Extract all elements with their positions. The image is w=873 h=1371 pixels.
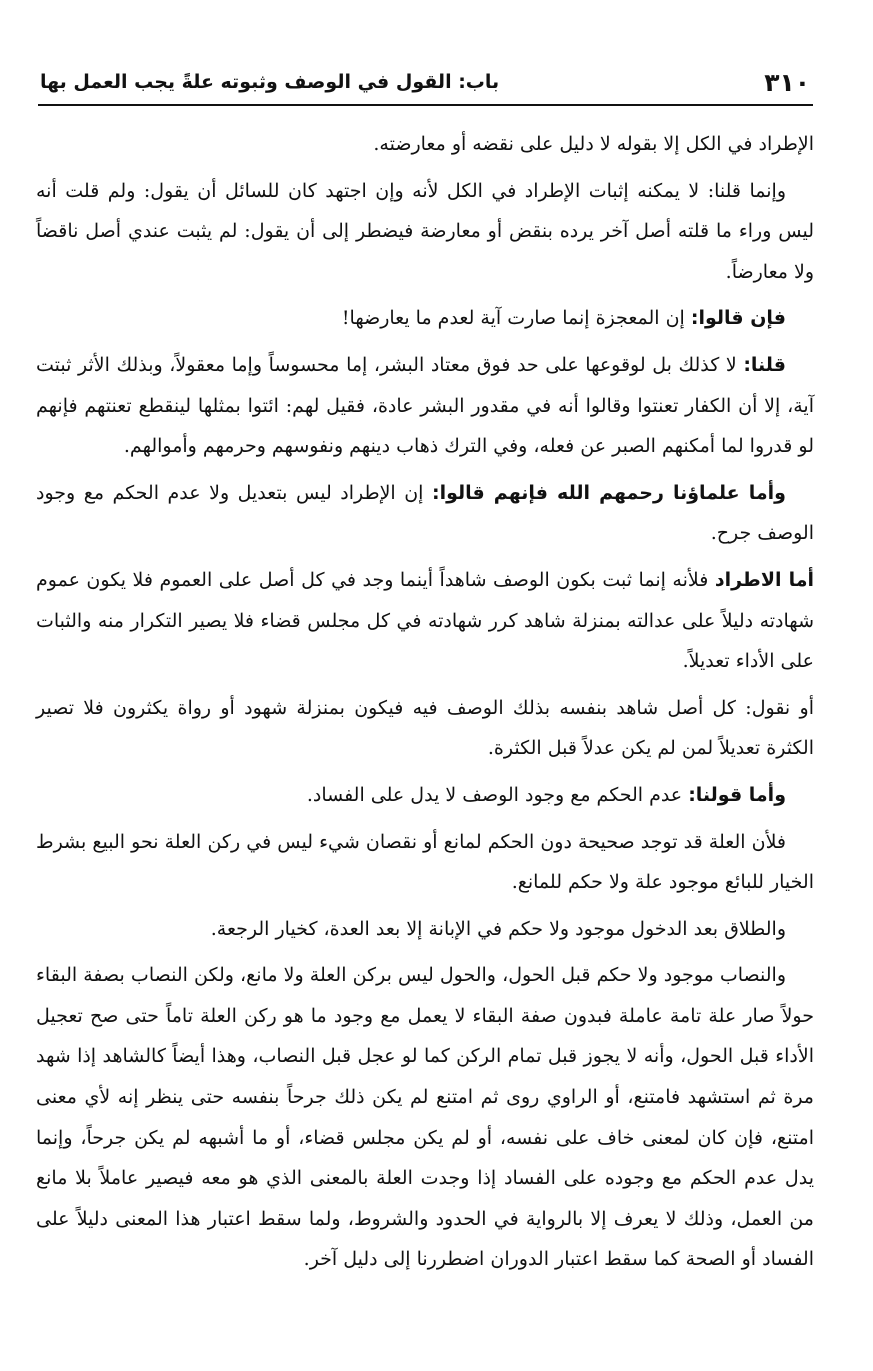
paragraph-text: الإطراد في الكل إلا بقوله لا دليل على نقضه أو معارضته. bbox=[373, 133, 814, 155]
paragraph bbox=[36, 909, 814, 950]
paragraph-text: وإنما قلنا: لا يمكنه إثبات الإطراد في الكل لأنه وإن اجتهد كان للسائل أن يقول: ولم قلت أنه ليس وراء ما قلته أصل آخر يرده بنقض أو معارضة فيضطر إلى أن يقول: لم يثبت عندي أصل ناقضاً ولا معارضاً. bbox=[36, 179, 814, 283]
paragraph-lead: وأما قولنا: bbox=[688, 783, 786, 806]
page-header bbox=[40, 62, 810, 102]
running-title: باب: القول في الوصف وثبوته علةً يجب العمل بها bbox=[40, 71, 500, 93]
paragraph-lead: قلنا: bbox=[743, 353, 786, 376]
paragraph-text: عدم الحكم مع وجود الوصف لا يدل على الفساد. bbox=[306, 783, 689, 806]
paragraph-text: لا كذلك بل لوقوعها على حد فوق معتاد البشر، إما محسوساً وإما معقولاً، وبذلك الأثر ثبتت آية، إلا أن الكفار تعنتوا وقالوا أنه في مقدور البشر عادة، فقيل لهم: ائتوا بمثلها لينقطع تعنتهم فإنهم لو قدروا لما أمكنهم الصبر عن فعله، وفي الترك ذهاب دينهم ونفوسهم وحرمهم وأموالهم. bbox=[36, 353, 814, 458]
paragraph bbox=[36, 124, 814, 165]
paragraph-text: إن الإطراد ليس بتعديل ولا عدم الحكم مع وجود الوصف جرح. bbox=[36, 481, 814, 545]
paragraph bbox=[36, 298, 814, 339]
header-rule bbox=[38, 104, 813, 106]
paragraph bbox=[36, 473, 814, 554]
paragraph bbox=[36, 688, 814, 769]
page-body bbox=[36, 124, 814, 1286]
paragraph-text: والنصاب موجود ولا حكم قبل الحول، والحول ليس بركن العلة ولا مانع، ولكن النصاب بصفة البقاء حولاً صار علة تامة عاملة فبدون صفة البقاء لا يعمل مع وجود ما هو ركن العلة تاماً حتى صح تعجيل الأداء قبل الحول، وأنه لا يجوز قبل تمام الركن كما لو عجل قبل النصاب، وهذا أيضاً كالشاهد إذا شهد مرة ثم استشهد فامتنع، أو الراوي روى ثم امتنع لم يكن ذلك جرحاً بنفسه حتى ينظر إنه لأي معنى امتنع، فإن كان لمعنى خاف على نفسه، أو لم يكن مجلس قضاء، أو ما أشبهه لم يكن جرحاً، وإنما يدل عدم الحكم مع وجوده على الفساد إذا وجدت العلة بالمعنى الذي هو معه فيصير عاملاً بلا مانع من العمل، وذلك لا يعرف إلا بالرواية في الحدود والشروط، ولما سقط اعتبار هذا المعنى دليلاً على الفساد أو الصحة كما سقط اعتبار الدوران اضطررنا إلى دليل آخر. bbox=[36, 964, 814, 1271]
paragraph bbox=[36, 560, 814, 682]
paragraph-lead: وأما علماؤنا رحمهم الله فإنهم قالوا: bbox=[431, 481, 786, 504]
paragraph-text: فلأنه إنما ثبت بكون الوصف شاهداً أينما وجد في كل أصل على العموم فلا يكون عموم شهادته دليلاً على عدالته بمنزلة شاهد كرر شهادته في كل مجلس قضاء فلا يصير التكرار منه والثبات على الأداء تعديلاً. bbox=[36, 568, 814, 673]
paragraph-text: فلأن العلة قد توجد صحيحة دون الحكم لمانع أو نقصان شيء ليس في ركن العلة نحو البيع بشرط الخيار للبائع موجود علة ولا حكم للمانع. bbox=[36, 830, 814, 894]
paragraph-text: إن المعجزة إنما صارت آية لعدم ما يعارضها! bbox=[341, 307, 691, 330]
paragraph-text: والطلاق بعد الدخول موجود ولا حكم في الإبانة إلا بعد العدة، كخيار الرجعة. bbox=[210, 917, 786, 940]
paragraph bbox=[36, 775, 814, 816]
paragraph bbox=[36, 345, 814, 467]
page-number: ٣١٠ bbox=[764, 67, 810, 97]
paragraph bbox=[36, 822, 814, 903]
paragraph-text: أو نقول: كل أصل شاهد بنفسه بذلك الوصف فيه فيكون بمنزلة شهود أو رواة يكثرون فلا تصير الكثرة تعديلاً لمن لم يكن عدلاً قبل الكثرة. bbox=[36, 696, 814, 760]
paragraph-lead: أما الاطراد bbox=[714, 568, 814, 591]
paragraph-lead: فإن قالوا: bbox=[690, 307, 786, 330]
paragraph bbox=[36, 955, 814, 1280]
paragraph bbox=[36, 171, 814, 293]
